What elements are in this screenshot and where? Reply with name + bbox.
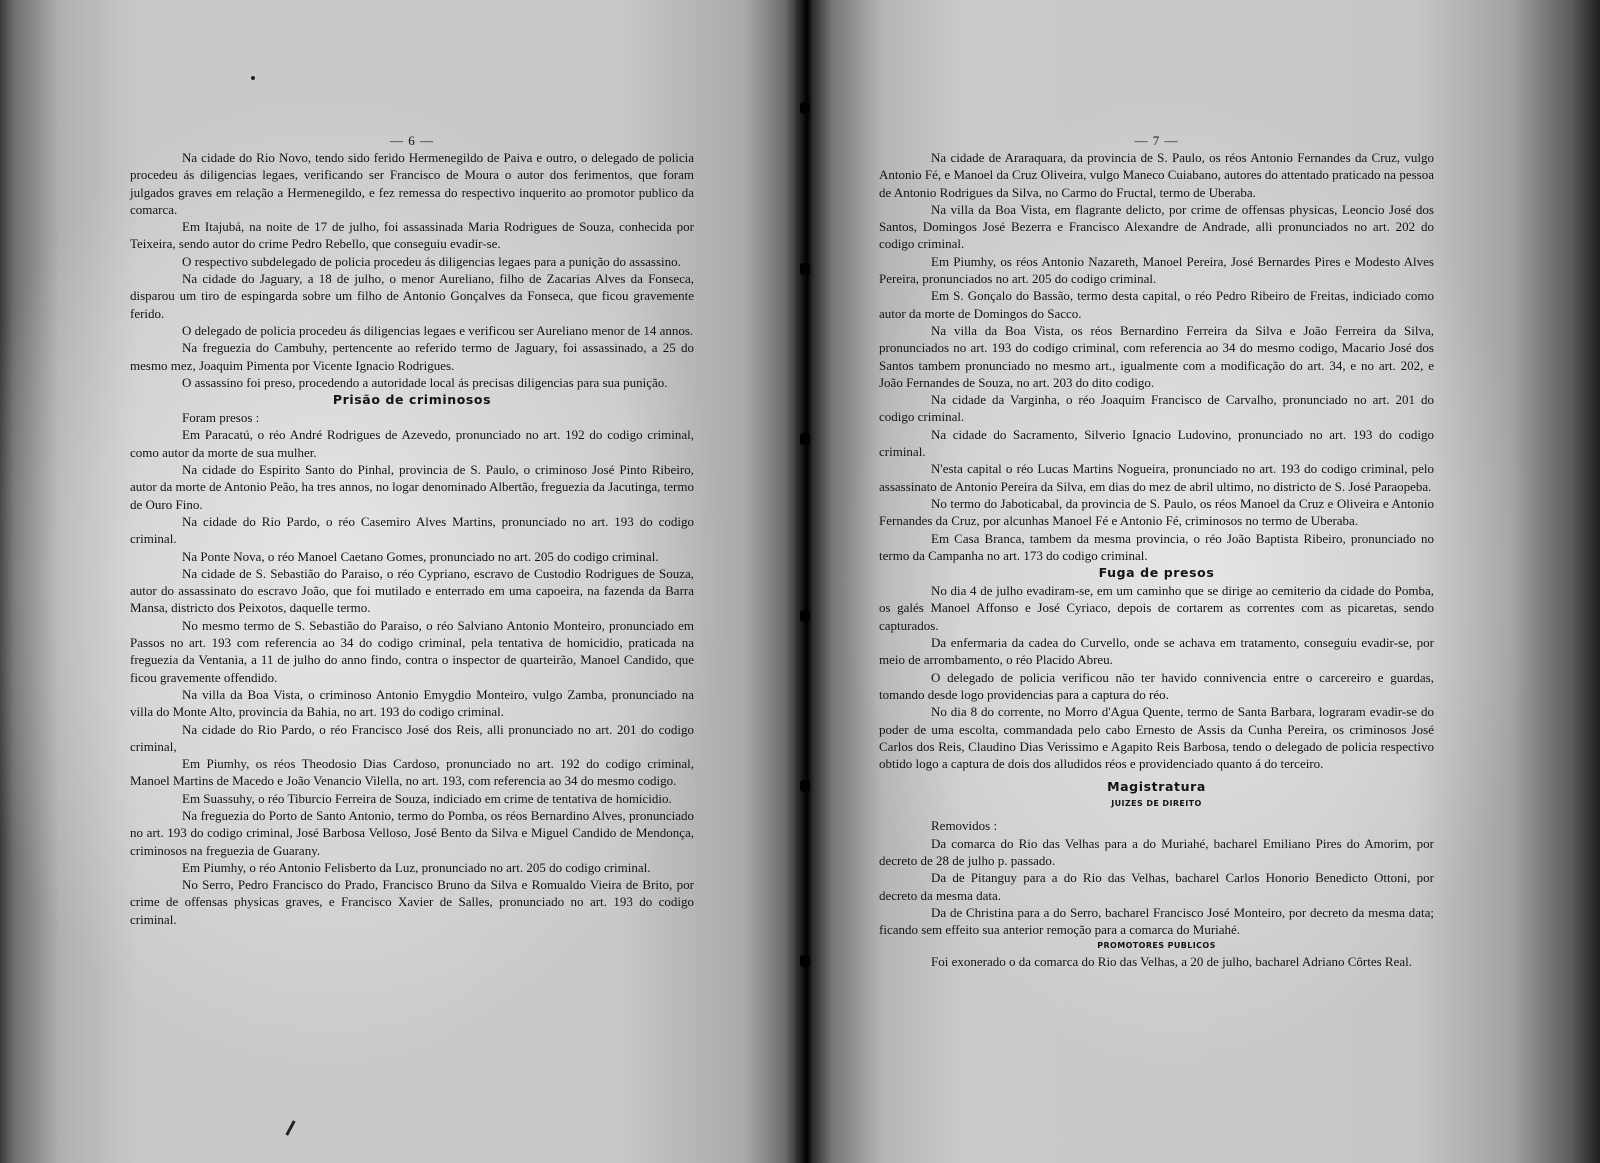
paragraph: Em Suassuhy, o réo Tiburcio Ferreira de Souza, indiciado em crime de tentativa de homicidio. bbox=[182, 790, 672, 806]
binding-stitch bbox=[800, 102, 810, 114]
paragraph: Da de Christina para a do Serro, bacharel Francisco José Monteiro, por decreto da mesma data; ficando sem effeito sua anterior remoção para a comarca do Muriahé. bbox=[879, 904, 1434, 938]
paragraph: Na villa da Boa Vista, em flagrante delicto, por crime de offensas physicas, Leoncio José dos Santos, Domingos José Bezerra e Francisco Alexandre de Andrade, alli pronunciados no art. 202 do codigo criminal. bbox=[879, 201, 1434, 252]
section-heading: Prisão de criminosos bbox=[332, 392, 492, 408]
paragraph: No mesmo termo de S. Sebastião do Paraiso, o réo Salviano Antonio Monteiro, pronunciado em Passos no art. 193 com referencia ao 34 do codigo criminal, pela tentativa de homicidio, praticada na freguezia da Ventania, a 11 de julho do anno findo, contra o inspector de quarteirão, Manoel Candido, que ficou gravemente offendido. bbox=[130, 617, 694, 685]
binding-stitch bbox=[800, 955, 810, 967]
paragraph: Removidos : bbox=[931, 818, 998, 834]
paragraph: Da enfermaria da cadea do Curvello, onde se achava em tratamento, conseguiu evadir-se, por meio de arrombamento, o réo Placido Abreu. bbox=[879, 635, 1434, 668]
paragraph: No dia 4 de julho evadiram-se, em um caminho que se dirige ao cemiterio da cidade do Pomba, os galés Manoel Affonso e José Cyriaco, depois de cortarem as correntes com as picaretas, sendo capturados. bbox=[879, 583, 1434, 633]
paragraph: No dia 8 do corrente, no Morro d'Agua Quente, termo de Santa Barbara, lograram evadir-se do poder de uma escolta, commandada pelo cabo Ernesto de Assis da Cunha Pereira, os criminosos José Carlos dos Reis, Claudino Dias Verissimo e Agapito Reis Barbosa, tendo o delegado de policia respectivo obtido logo a captura de dois dos alludidos réos e providenciado quanto á do terceiro. bbox=[879, 704, 1434, 772]
paragraph: Em Itajubá, na noite de 17 de julho, foi assassinada Maria Rodrigues de Souza, conhecida por Teixeira, sendo autor do crime Pedro Rebello, que conseguiu evadir-se. bbox=[130, 219, 694, 252]
right-page-text bbox=[879, 133, 1434, 971]
paragraph: Em Piumhy, os réos Theodosio Dias Cardoso, pronunciado no art. 192 do codigo criminal, Manoel Martins de Macedo e João Venancio Vilella, no art. 193, com referencia ao 34 do mesmo codigo. bbox=[130, 756, 694, 789]
paragraph: Em Casa Branca, tambem da mesma provincia, o réo João Baptista Ribeiro, pronunciado no termo da Campanha no art. 173 do codigo criminal. bbox=[879, 530, 1434, 563]
section-heading: Magistratura bbox=[1107, 779, 1206, 795]
paragraph: Na cidade da Varginha, o réo Joaquim Francisco de Carvalho, pronunciado no art. 201 do codigo criminal. bbox=[879, 392, 1434, 425]
binding-stitch bbox=[800, 610, 810, 622]
paragraph: N'esta capital o réo Lucas Martins Nogueira, pronunciado no art. 193 do codigo criminal, pelo assassinato de Antonio Pereira da Silva, em dias do mez de abril ultimo, no districto de S. José Paraopeba. bbox=[879, 461, 1434, 494]
page-number: — 7 — bbox=[1134, 133, 1179, 148]
paragraph: Da comarca do Rio das Velhas para a do Muriahé, bacharel Emiliano Pires do Amorim, por decreto de 28 de julho p. passado. bbox=[879, 835, 1434, 868]
paragraph: Na cidade do Jaguary, a 18 de julho, o menor Aureliano, filho de Zacarias Alves da Fonseca, disparou um tiro de espingarda sobre um filho de Antonio Gonçalves da Fonseca, que ficou gravemente ferido. bbox=[130, 271, 694, 321]
paragraph: Na cidade de Araraquara, da provincia de S. Paulo, os réos Antonio Fernandes da Cruz, vulgo Antonio Fé, e Manoel da Cruz Oliveira, vulgo Maneco Cuiabano, autores do attentado praticado na pessoa de Antonio Rodrigues da Silva, no Carmo do Fructal, termo de Uberaba. bbox=[879, 150, 1434, 200]
paragraph: Na freguezia do Cambuhy, pertencente ao referido termo de Jaguary, foi assassinado, a 25 do mesmo mez, Joaquim Pimenta por Vicente Ignacio Rodrigues. bbox=[130, 340, 694, 373]
paragraph: Da de Pitanguy para a do Rio das Velhas, bacharel Carlos Honorio Benedicto Ottoni, por decreto da mesma data. bbox=[879, 870, 1434, 903]
paragraph: Foi exonerado o da comarca do Rio das Velhas, a 20 de julho, bacharel Adriano Côrtes Real. bbox=[931, 954, 1412, 970]
paragraph: Na villa da Boa Vista, os réos Bernardino Ferreira da Silva e João Ferreira da Silva, pronunciados no art. 193 do codigo criminal, com referencia ao 34 do mesmo codigo, Macario José dos Santos tambem pronunciado no mesmo art., igualmente com a modificação do art. 34, e no art. 202, e João Fernandes de Souza, no art. 203 do dito codigo. bbox=[879, 322, 1434, 390]
paragraph: Na villa da Boa Vista, o criminoso Antonio Emygdio Monteiro, vulgo Zamba, pronunciado na villa do Monte Alto, provincia da Bahia, no art. 193 do codigo criminal. bbox=[130, 686, 694, 720]
paragraph: Na cidade do Rio Novo, tendo sido ferido Hermenegildo de Paiva e outro, o delegado de policia procedeu ás diligencias legaes, verificando ser Francisco de Moura o autor dos ferimentos, que foram julgados graves em relação a Hermenegildo, e fez remessa do respectivo inquerito ao promotor publico da comarca. bbox=[130, 150, 694, 217]
left-page-text bbox=[130, 133, 694, 928]
paragraph: No Serro, Pedro Francisco do Prado, Francisco Bruno da Silva e Romualdo Vieira de Brito, por crime de offensas physicas graves, e Francisco Xavier de Salles, pronunciado no art. 193 do codigo criminal. bbox=[130, 877, 694, 927]
ink-speck bbox=[251, 76, 255, 80]
paragraph: Na cidade de S. Sebastião do Paraiso, o réo Cypriano, escravo de Custodio Rodrigues de Souza, autor do assassinato do escravo João, que foi mutilado e enterrado em uma capoeira, na fazenda da Barra Mansa, districto dos Peixotos, daquelle termo. bbox=[130, 565, 694, 616]
paragraph: Na cidade do Rio Pardo, o réo Francisco José dos Reis, alli pronunciado no art. 201 do codigo criminal, bbox=[130, 721, 694, 754]
paragraph: Em Piumhy, os réos Antonio Nazareth, Manoel Pereira, José Bernardes Pires e Modesto Alves Pereira, pronunciados no art. 205 do codigo criminal. bbox=[879, 253, 1434, 287]
paragraph: O assassino foi preso, procedendo a autoridade local ás precisas diligencias para sua punição. bbox=[182, 374, 668, 390]
paragraph: Na cidade do Sacramento, Silverio Ignacio Ludovino, pronunciado no art. 193 do codigo criminal. bbox=[879, 426, 1434, 460]
paragraph: O delegado de policia verificou não ter havido connivencia entre o carcereiro e guardas, tomando desde logo providencias para a captura do réo. bbox=[879, 669, 1434, 702]
paragraph: Em Piumhy, o réo Antonio Felisberto da Luz, pronunciado no art. 205 do codigo criminal. bbox=[182, 859, 651, 875]
paragraph: No termo do Jaboticabal, da provincia de S. Paulo, os réos Manoel da Cruz e Oliveira e Antonio Fernandes da Cruz, por alcunhas Manoel Fé e Antonio Fé, criminosos no termo de Uberaba. bbox=[879, 495, 1434, 529]
ink-stroke bbox=[285, 1120, 295, 1136]
paragraph: Foram presos : bbox=[182, 410, 260, 426]
paragraph: Na cidade do Espirito Santo do Pinhal, provincia de S. Paulo, o criminoso José Pinto Ribeiro, autor da morte de Antonio Peão, ha tres annos, no logar denominado Albertão, freguezia da Jacutinga, termo de Ouro Fino. bbox=[130, 462, 694, 512]
section-subheading: JUIZES DE DIREITO bbox=[1111, 799, 1202, 809]
binding-stitch bbox=[800, 780, 810, 792]
paragraph: Na cidade do Rio Pardo, o réo Casemiro Alves Martins, pronunciado no art. 193 do codigo criminal. bbox=[130, 513, 694, 547]
right-page bbox=[812, 0, 1600, 1163]
paragraph: Na freguezia do Porto de Santo Antonio, termo do Pomba, os réos Bernardino Alves, pronunciado no art. 193 do codigo criminal, José Barbosa Velloso, José Bento da Silva e Miguel Candido de Mendonça, criminosos na freguezia de Guarany. bbox=[130, 807, 694, 858]
paragraph: O delegado de policia procedeu ás diligencias legaes e verificou ser Aureliano menor de 14 annos. bbox=[182, 322, 694, 338]
binding-stitch bbox=[800, 433, 810, 445]
page-number: — 6 — bbox=[390, 133, 434, 148]
paragraph: Em Paracatú, o réo André Rodrigues de Azevedo, pronunciado no art. 192 do codigo criminal, como autor da morte de sua mulher. bbox=[130, 427, 694, 460]
binding-stitch bbox=[800, 263, 810, 275]
section-heading: Fuga de presos bbox=[1098, 565, 1215, 581]
paragraph: Na Ponte Nova, o réo Manoel Caetano Gomes, pronunciado no art. 205 do codigo criminal. bbox=[182, 548, 659, 564]
section-subheading: PROMOTORES PUBLICOS bbox=[1097, 941, 1216, 951]
paragraph: Em S. Gonçalo do Bassão, termo desta capital, o réo Pedro Ribeiro de Freitas, indiciado como autor da morte de Domingos do Sacco. bbox=[879, 288, 1434, 321]
paragraph: O respectivo subdelegado de policia procedeu ás diligencias legaes para a punição do assassino. bbox=[182, 253, 681, 269]
